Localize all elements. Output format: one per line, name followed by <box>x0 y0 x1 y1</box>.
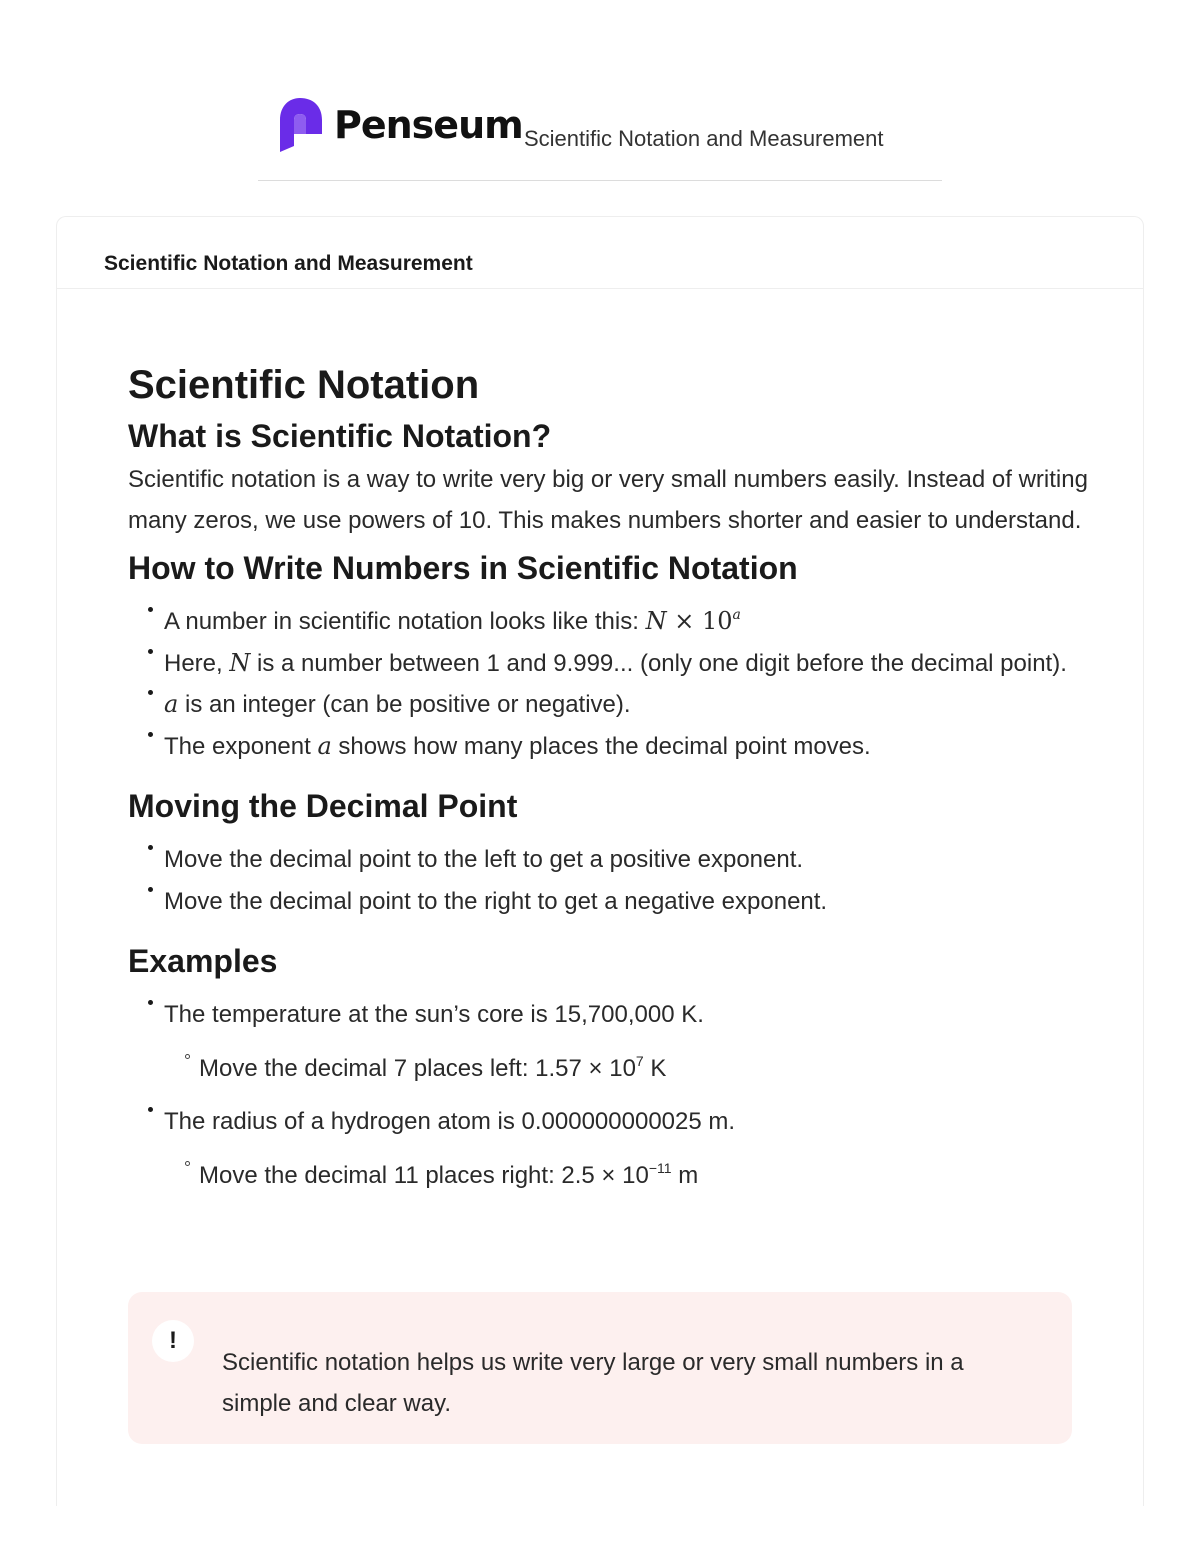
list-item: The temperature at the sun’s core is 15,700,000 K. <box>128 994 1088 1036</box>
list-item-text: is a number between 1 and 9.999... (only one digit before the decimal point). <box>250 649 1067 677</box>
sub-list-item-text: Move the decimal 7 places left: 1.57 × 10 <box>199 1054 636 1082</box>
exponent: −11 <box>648 1159 672 1176</box>
card-title: Scientific Notation and Measurement <box>104 252 473 275</box>
list-item <box>128 684 1088 726</box>
list-item-text: is an integer (can be positive or negative). <box>178 691 631 718</box>
unit: K <box>643 1054 667 1082</box>
exponent: 7 <box>635 1052 644 1069</box>
list-item: Move the decimal point to the left to get a positive exponent. <box>128 839 1088 881</box>
penseum-logo-icon <box>276 94 324 156</box>
list-item-text: Here, <box>164 649 230 677</box>
math-exponent: a <box>732 607 741 623</box>
examples-list <box>128 994 1088 1196</box>
math-times-ten: × 10 <box>666 607 733 635</box>
math-a: a <box>317 731 332 760</box>
document-title: Scientific Notation <box>128 363 480 407</box>
math-n: N <box>229 648 251 677</box>
brand-name: Penseum <box>334 103 523 147</box>
unit: m <box>671 1161 699 1189</box>
callout-text: Scientific notation helps us write very large or very small numbers in a simple and clear way. <box>222 1349 964 1417</box>
list-item: Move the decimal point to the right to get a negative exponent. <box>128 881 1088 923</box>
sub-list-item <box>128 1155 1088 1197</box>
sub-list-item-text: Move the decimal 11 places right: 2.5 × 10 <box>199 1161 649 1189</box>
section-heading-how-to: How to Write Numbers in Scientific Notation <box>128 550 798 586</box>
list-item <box>128 601 1088 643</box>
what-is-paragraph: Scientific notation is a way to write very big or very small numbers easily. Instead of writing many zeros, we use powers of 10. This makes numbers shorter and easier to understand. <box>128 466 1088 534</box>
sub-list-item <box>128 1048 1088 1090</box>
list-item-text: A number in scientific notation looks like this: <box>164 608 646 635</box>
content-card <box>56 216 1144 1506</box>
section-heading-what-is: What is Scientific Notation? <box>128 418 552 454</box>
section-heading-moving: Moving the Decimal Point <box>128 788 518 824</box>
math-n: N <box>645 607 667 635</box>
document-content <box>128 357 1088 1196</box>
list-item-text: shows how many places the decimal point moves. <box>331 732 871 760</box>
math-a: a <box>164 690 179 718</box>
callout-box <box>128 1292 1072 1444</box>
list-item: The radius of a hydrogen atom is 0.000000000025 m. <box>128 1101 1088 1143</box>
exclamation-icon: ! <box>152 1320 194 1362</box>
moving-list <box>128 839 1088 922</box>
how-to-list <box>128 601 1088 767</box>
brand[interactable] <box>276 94 523 156</box>
card-header <box>57 217 1143 289</box>
header-subtitle: Scientific Notation and Measurement <box>524 126 884 151</box>
list-item-text: The exponent <box>164 732 318 760</box>
section-heading-examples: Examples <box>128 943 278 979</box>
page-header <box>258 90 942 181</box>
list-item <box>128 726 1088 768</box>
list-item <box>128 643 1088 685</box>
